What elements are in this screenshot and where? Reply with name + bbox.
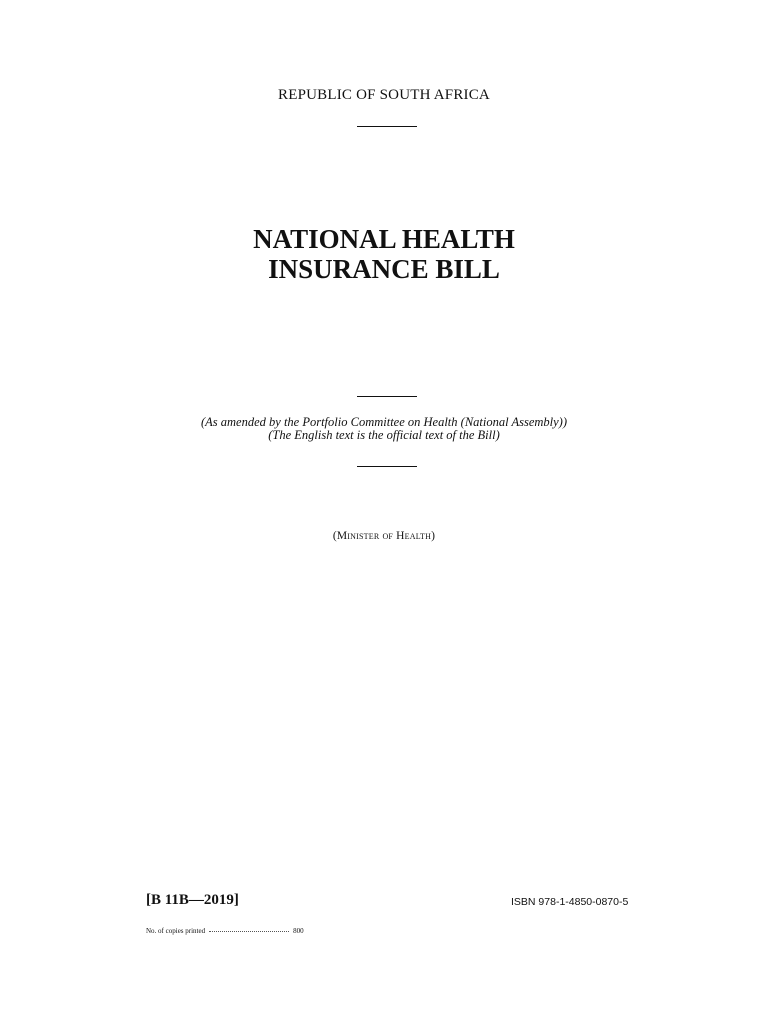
copies-printed-value: 800 [293,927,304,935]
bill-title-line-1: NATIONAL HEALTH [253,224,515,254]
copies-printed-label: No. of copies printed [146,927,206,935]
amendment-note-line-1: (As amended by the Portfolio Committee on Health (National Assembly)) [200,415,568,429]
bill-number: [B 11B—2019] [146,892,239,908]
bill-title [0,224,768,284]
divider-rule [357,466,417,467]
sponsor-minister: (Minister of Health) [332,530,436,542]
divider-rule [357,126,417,127]
amendment-note [0,416,768,442]
isbn-number: ISBN 978-1-4850-0870-5 [511,896,629,908]
copies-printed [146,927,304,935]
country-heading: REPUBLIC OF SOUTH AFRICA [278,87,490,103]
dot-leader [209,931,289,932]
divider-rule [357,396,417,397]
bill-title-line-2: INSURANCE BILL [268,254,500,284]
amendment-note-line-2: (The English text is the official text of the Bill) [268,428,500,442]
